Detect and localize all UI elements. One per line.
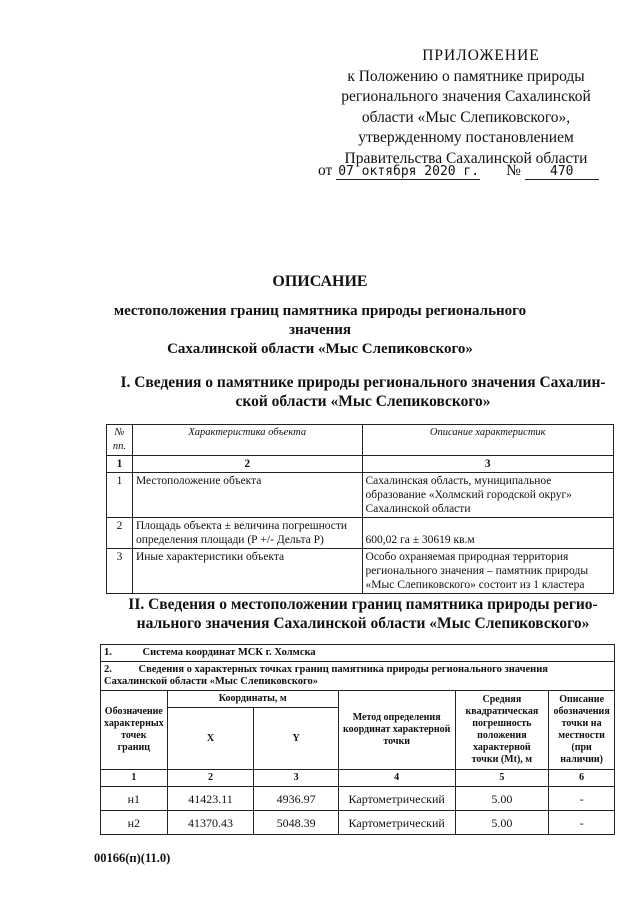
point-id: н2 xyxy=(101,811,168,835)
index-cell: 4 xyxy=(338,770,455,787)
number-sign: № xyxy=(506,162,521,179)
table-row xyxy=(101,787,615,811)
row-desc: Сахалинская область, муниципальное образование «Холмский городской округ» Сахалинской области xyxy=(362,473,613,518)
col-char-header: Характеристика объекта xyxy=(132,425,362,456)
date-prefix: от xyxy=(318,162,333,179)
index-cell: 2 xyxy=(132,456,362,473)
subtitle-line: Сахалинской области «Мыс Слепиковского» xyxy=(167,341,473,357)
row-no: 3 xyxy=(107,549,133,594)
col-point-header: Обозначение характерных точек границ xyxy=(101,691,168,770)
table-row xyxy=(107,473,614,518)
points-info-text: Сведения о характерных точках границ памятника природы регионального значения Сахалинской области «Мыс Слепиковского» xyxy=(104,664,548,687)
row-char: Местоположение объекта xyxy=(132,473,362,518)
document-title: ОПИСАНИЕ xyxy=(272,273,368,290)
point-method: Картометрический xyxy=(338,787,455,811)
boundary-points-table xyxy=(100,644,615,835)
appendix-line: к Положению о памятнике природы xyxy=(347,67,585,85)
col-desc-header: Описание характеристик xyxy=(362,425,613,456)
index-cell: 2 xyxy=(167,770,254,787)
heading-line: II. Сведения о местоположении границ памятника природы регио- xyxy=(128,596,598,613)
row-desc: 600,02 га ± 30619 кв.м xyxy=(362,518,613,549)
coord-system-row xyxy=(101,645,615,662)
index-cell: 3 xyxy=(362,456,613,473)
row-no: 1. xyxy=(104,647,112,658)
decree-date: 07 октября 2020 г. xyxy=(338,164,480,179)
col-method-header: Метод определения координат характерной точки xyxy=(338,691,455,770)
col-y-header: Y xyxy=(254,708,338,770)
heading-line: ской области «Мыс Слепиковского» xyxy=(235,393,491,410)
point-y: 4936.97 xyxy=(254,787,338,811)
index-cell: 1 xyxy=(101,770,168,787)
point-error: 5.00 xyxy=(455,787,549,811)
appendix-title: ПРИЛОЖЕНИЕ xyxy=(422,47,540,64)
row-char: Иные характеристики объекта xyxy=(132,549,362,594)
index-cell: 1 xyxy=(107,456,133,473)
table-row xyxy=(101,811,615,835)
section1-heading xyxy=(113,373,613,411)
index-cell: 6 xyxy=(549,770,615,787)
appendix-line: утвержденному постановлением xyxy=(358,129,574,146)
points-info-cell xyxy=(101,662,615,691)
table-index-row xyxy=(101,770,615,787)
decree-date-line xyxy=(318,162,599,180)
col-error-header: Средняя квадратическая погрешность положения характерной точки (Mt), м xyxy=(455,691,549,770)
table-row xyxy=(107,549,614,594)
row-no: 2. xyxy=(104,664,112,675)
row-char: Площадь объекта ± величина погрешности определения площади (Р +/- Дельта Р) xyxy=(132,518,362,549)
decree-number: 470 xyxy=(525,164,599,180)
table-row xyxy=(107,518,614,549)
point-y: 5048.39 xyxy=(254,811,338,835)
row-desc: Особо охраняемая природная территория регионального значения – памятник природы «Мыс Слепиковского» состоит из 1 кластера xyxy=(362,549,613,594)
point-desc: - xyxy=(549,787,615,811)
appendix-line: регионального значения Сахалинской xyxy=(341,88,591,105)
table-header-row xyxy=(101,691,615,708)
document-code: 00166(п)(11.0) xyxy=(94,851,171,865)
section2-heading xyxy=(113,595,613,633)
appendix-line: области «Мыс Слепиковского», xyxy=(361,108,571,126)
points-info-row xyxy=(101,662,615,691)
col-no-header: № пп. xyxy=(107,425,133,456)
col-x-header: X xyxy=(167,708,254,770)
coord-system-text: Система координат МСК г. Холмска xyxy=(142,647,316,658)
table-index-row xyxy=(107,456,614,473)
point-error: 5.00 xyxy=(455,811,549,835)
object-info-table xyxy=(106,424,614,594)
col-coords-header: Координаты, м xyxy=(167,691,338,708)
point-x: 41370.43 xyxy=(167,811,254,835)
heading-line: I. Сведения о памятнике природы регионального значения Сахалин- xyxy=(120,374,606,391)
document-subtitle xyxy=(100,302,540,359)
row-no: 1 xyxy=(107,473,133,518)
row-no: 2 xyxy=(107,518,133,549)
point-x: 41423.11 xyxy=(167,787,254,811)
subtitle-line: местоположения границ памятника природы регионального значения xyxy=(113,303,527,338)
col-desc-header: Описание обозначения точки на местности (при наличии) xyxy=(549,691,615,770)
table-header-row xyxy=(107,425,614,456)
coord-system-cell xyxy=(101,645,615,662)
point-id: н1 xyxy=(101,787,168,811)
index-cell: 3 xyxy=(254,770,338,787)
point-method: Картометрический xyxy=(338,811,455,835)
point-desc: - xyxy=(549,811,615,835)
appendix-line: Правительства Сахалинской области xyxy=(344,149,588,167)
heading-line: нального значения Сахалинской области «Мыс Слепиковского» xyxy=(136,615,590,632)
appendix-block xyxy=(318,46,614,169)
index-cell: 5 xyxy=(455,770,549,787)
